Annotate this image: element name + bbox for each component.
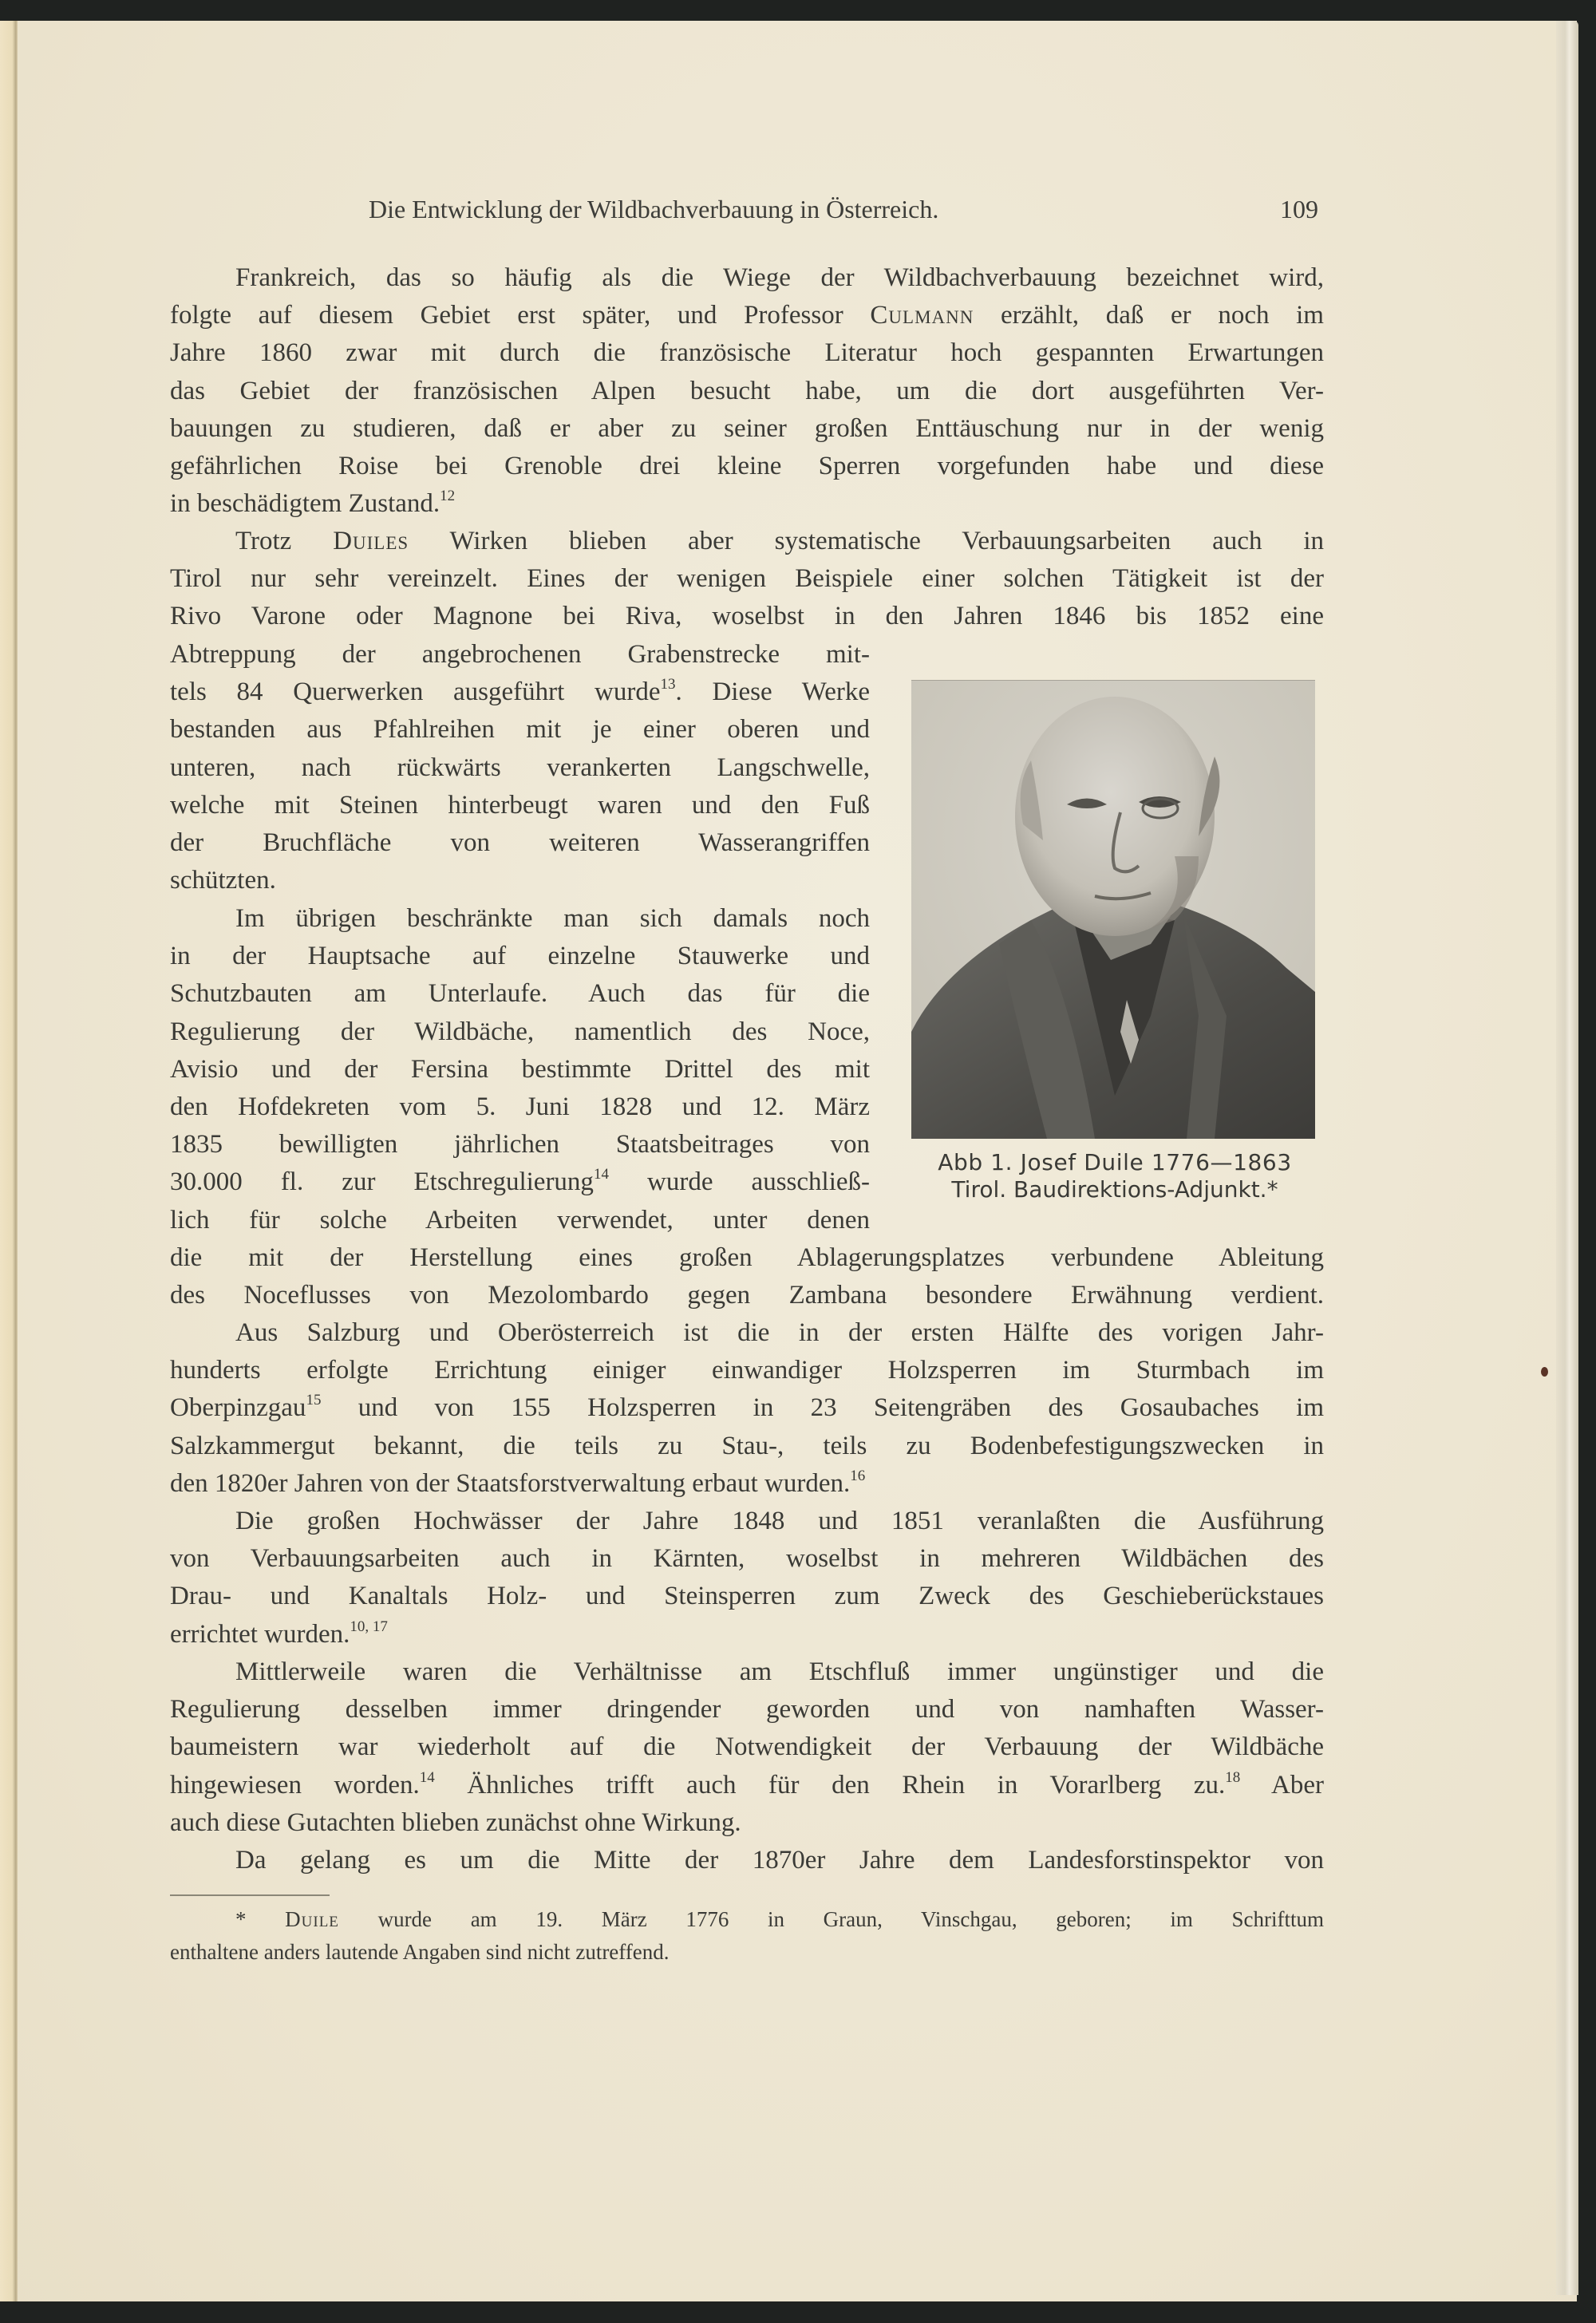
text-line: in der Hauptsache auf einzelne Stauwerke und [170, 942, 870, 971]
text-line: die mit der Herstellung eines großen Ablagerungsplatzes verbundene Ableitung [170, 1243, 1324, 1272]
text-line: Regulierung desselben immer dringender geworden und von namhaften Wasser- [170, 1695, 1324, 1724]
paragraph-6 [170, 1653, 1324, 1842]
text-line: Regulierung der Wildbäche, namentlich des Noce, [170, 1017, 870, 1046]
text-line: des Noceflusses von Mezolombardo gegen Zambana besondere Erwähnung verdient. [170, 1281, 1324, 1310]
text-line: schützten. [170, 866, 276, 895]
portrait-josef-duile [911, 681, 1315, 1139]
author-name-duile: Duiles [333, 527, 409, 555]
text-line: Drau- und Kanaltals Holz- und Steinsperren zum Zweck des Geschieberückstaues [170, 1582, 1324, 1611]
text-line: unteren, nach rückwärts verankerten Langschwelle, [170, 753, 870, 782]
text-line: Jahre 1860 zwar mit durch die französische Literatur hoch gespannten Erwartungen [170, 338, 1324, 368]
text-line: lich für solche Arbeiten verwendet, unter denen [170, 1205, 870, 1235]
text-line: baumeistern war wiederholt auf die Notwendigkeit der Verbauung der Wildbäche [170, 1732, 1324, 1762]
text-line: der Bruchfläche von weiteren Wasserangriffen [170, 828, 870, 857]
text-line: Schutzbauten am Unterlaufe. Auch das für die [170, 979, 870, 1009]
page-gutter-edge [0, 21, 18, 2301]
text-line: Aus Salzburg und Oberösterreich ist die in der ersten Hälfte des vorigen Jahr- [235, 1318, 1324, 1347]
footnote-line: * Duile wurde am 19. März 1776 in Graun, Vinschgau, geboren; im Schrifttum [235, 1907, 1325, 1931]
text-line: gefährlichen Roise bei Grenoble drei kleine Sperren vorgefunden habe und diese [170, 451, 1324, 480]
text-line: Rivo Varone oder Magnone bei Riva, woselbst in den Jahren 1846 bis 1852 eine [170, 602, 1324, 631]
text-line: Die großen Hochwässer der Jahre 1848 und 1851 veranlaßten die Ausführung [235, 1507, 1324, 1535]
figure-caption-line-1: Abb 1. Josef Duile 1776—1863 [938, 1149, 1292, 1175]
footnote-line: enthaltene anders lautende Angaben sind nicht zutreffend. [170, 1940, 670, 1964]
text-line: in beschädigtem Zustand.$^{12}$ [170, 488, 456, 519]
paragraph-2-continued [170, 636, 870, 899]
page-fore-edge [1556, 21, 1578, 2295]
text-line: das Gebiet der französischen Alpen besucht habe, um die dort ausgeführten Ver- [170, 376, 1324, 405]
running-header-title: Die Entwicklung der Wildbachverbauung in Österreich. [369, 195, 939, 223]
text-line: Tirol nur sehr vereinzelt. Eines der wenigen Beispiele einer solchen Tätigkeit ist der [170, 564, 1324, 594]
footnote-separator [170, 1894, 330, 1896]
figure-caption-line-2: Tirol. Baudirektions-Adjunkt.* [951, 1176, 1278, 1203]
paper-blemish [1541, 1367, 1548, 1377]
text-line: von Verbauungsarbeiten auch in Kärnten, woselbst in mehreren Wildbächen des [170, 1544, 1324, 1574]
paragraph-1 [170, 259, 1324, 523]
footnote [170, 1903, 1324, 1969]
text-line: folgte auf diesem Gebiet erst später, und Professor Culmann erzählt, daß er noch im [170, 301, 1324, 330]
text-line: bauungen zu studieren, daß er aber zu seiner großen Enttäuschung nur in der wenig [170, 413, 1324, 443]
text-line: Im übrigen beschränkte man sich damals noch [235, 904, 870, 933]
portrait-figure [911, 680, 1315, 1139]
footnote-ref[interactable]: 18 [1225, 1768, 1241, 1786]
footnote-ref[interactable]: 16 [850, 1467, 866, 1484]
paragraph-3 [170, 900, 870, 1239]
text-line: Mittlerweile waren die Verhältnisse am Etschfluß immer ungünstiger und die [235, 1657, 1324, 1686]
text-line: Avisio und der Fersina bestimmte Drittel des mit [170, 1054, 870, 1084]
footnote-ref[interactable]: 10, 17 [350, 1618, 388, 1635]
text-line: Da gelang es um die Mitte der 1870er Jahre dem Landesforstinspektor von [235, 1846, 1324, 1875]
paragraph-7 [170, 1842, 1324, 1879]
text-line: auch diese Gutachten blieben zunächst ohne Wirkung. [170, 1807, 741, 1837]
text-line: Salzkammergut bekannt, die teils zu Stau-, teils zu Bodenbefestigungszwecken in [170, 1431, 1324, 1460]
paragraph-2 [170, 523, 1324, 636]
footnote-ref[interactable]: 12 [440, 488, 456, 505]
text-line: hunderts erfolgte Errichtung einiger einwandiger Holzsperren im Sturmbach im [170, 1356, 1324, 1385]
text-line: 30.000 fl. zur Etschregulierung$^{14}$ wurde ausschließ- [170, 1166, 871, 1197]
paragraph-5 [170, 1503, 1324, 1653]
text-line: Oberpinzgau$^{15}$ und von 155 Holzsperren in 23 Seitengräben des Gosaubaches im [170, 1392, 1324, 1423]
text-line: den Hofdekreten vom 5. Juni 1828 und 12. März [170, 1092, 870, 1121]
text-line: welche mit Steinen hinterbeugt waren und den Fuß [170, 790, 870, 820]
paragraph-4 [170, 1314, 1324, 1503]
text-line: tels 84 Querwerken ausgeführt wurde$^{13}$. Diese Werke [170, 676, 870, 707]
text-line: Trotz Duiles Wirken blieben aber systematische Verbauungsarbeiten auch in [235, 527, 1324, 555]
text-line: 1835 bewilligten jährlichen Staatsbeitrages von [170, 1130, 870, 1160]
text-line: errichtet wurden.$^{10, 17}$ [170, 1618, 388, 1649]
figure-caption [907, 1149, 1322, 1203]
text-line: Frankreich, das so häufig als die Wiege der Wildbachverbauung bezeichnet wird, [235, 263, 1324, 292]
text-line: den 1820er Jahren von der Staatsforstverwaltung erbaut wurden.$^{16}$ [170, 1467, 866, 1498]
paragraph-3-continued [170, 1239, 1324, 1314]
author-name-culmann: Culmann [870, 301, 974, 330]
footnote-ref[interactable]: 13 [660, 676, 676, 693]
footnote-ref[interactable]: 14 [593, 1166, 609, 1183]
text-line: hingewiesen worden.$^{14}$ Ähnliches trifft auch für den Rhein in Vorarlberg zu.$^{18}$ Aber [170, 1768, 1324, 1800]
footnote-author-name: Duile [285, 1907, 339, 1931]
text-line: bestanden aus Pfahlreihen mit je einer oberen und [170, 715, 870, 745]
page-number: 109 [1280, 195, 1318, 223]
footnote-ref[interactable]: 15 [306, 1392, 322, 1409]
text-line: Abtreppung der angebrochenen Grabenstrecke mit- [170, 640, 870, 669]
footnote-ref[interactable]: 14 [419, 1768, 435, 1786]
